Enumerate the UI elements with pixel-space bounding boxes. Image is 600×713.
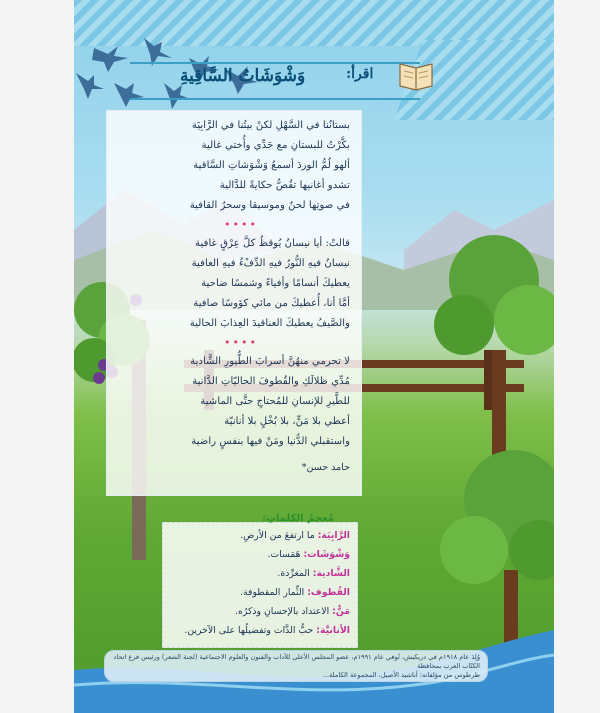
poem-line: يعطيكَ أنسامًا وأفياءً وشمسًا ضاحية [201,278,350,289]
footnote-line: وُلِدَ عام ١٩١٨م في دريكيش، تُوفي عام ١٩٩١م، عضو المجلس الأعلى للآداب والفنون والعلوم الاجتماعية (لجنة الشعر) ورئيس فرع اتحاد الكتّاب العرب بمحافظة [113,653,480,670]
vocabulary-title: مُعجمُ الكلماتِ: [262,513,334,524]
poem-line: نيسانُ فيهِ النُّورُ فيهِ الدِّفْءُ فيهِ العافية [191,258,350,269]
right-margin [554,0,600,713]
vocabulary-meaning: الثِّمار المقطوفة. [240,587,305,598]
poem-line: تشدو أغانيها تقُصُّ حكايةً للدَّالية [219,180,350,191]
vocabulary-term: القُطوف: [307,587,350,598]
poem-line: واستقبلي الدُّنيا ومَنْ فيها بنفسٍ راضية [191,436,350,447]
poem-line: أمَّا أنا، أُعطيكَ من مائي كؤوسًا صافية [193,298,350,309]
left-margin [0,0,74,713]
poem-line: والصَّيفُ يعطيكَ العناقيدَ العِذابَ الحالية [189,318,350,329]
poem-author: حامد حسن* [301,462,350,473]
vocabulary-entry [166,568,350,579]
lesson-title: وَشْوَشَاتُ السَّاقِيةِ [180,66,306,86]
vocabulary-term: الرَّابِيَة: [317,530,350,541]
poem-line: مُدِّي ظلالَكِ والقُطوفَ الحاليّاتِ الدَّانية [192,376,350,387]
stanza-separator: •••• [224,218,258,231]
vocabulary-meaning: الاعتداد بالإحسانِ وذكرُه. [235,606,330,617]
poem-stanza-3 [118,352,350,452]
poem-line: للطَّيرِ للإنسانِ للمُحتاجِ حتَّى الماشية [200,396,350,407]
vocabulary-term: مَنٌّ: [332,606,350,617]
section-label: اقرأ: [346,66,374,82]
vocabulary-term: الأنانيَّة: [316,625,350,636]
poem-line: لا تحرمي منهُنَّ أسرابَ الطُّيورِ الشَّادية [190,356,350,367]
stanza-separator: •••• [224,336,258,349]
poem-line: في صوتِها لحنٌ وموسيقا وسحرُ القافية [189,200,350,211]
vocabulary-entry [166,625,350,636]
poem-line: بكَّرْتُ للبستانِ مع جَدِّي وأُختي غالية [201,140,350,151]
poem-line: ألهو لُمُّ الوردَ أسمعُ وَشْوَشاتِ السَّاقية [193,160,350,171]
vocabulary-meaning: حبُّ الذَّات وتفضيلُها على الآخرين. [184,625,314,636]
vocabulary-meaning: المغرِّدة. [277,568,310,579]
poem-line: بستانُنا في السَّهْلِ لكنْ بيتُنا في الرَّابِيَة [191,120,350,131]
vocabulary-entry [166,530,350,541]
vocabulary-entry [166,549,350,560]
vocabulary-entry [166,606,350,617]
vocabulary-meaning: ما ارتفعَ من الأرضِ. [240,530,315,541]
vocabulary-entry [166,587,350,598]
open-book-icon [396,58,436,92]
poem-line: أعطي بلا مَنٍّ، بلا بُخْلٍ بلا أنانيّة [224,416,350,427]
vocabulary-term: وَشْوَشَات: [303,549,350,560]
poem-stanza-2 [118,234,350,334]
poem-line: قالتْ: أيا نيسانُ يُوقظُ كلَّ عِرْقٍ غافية [195,238,350,249]
vocabulary-term: الشَّادية: [312,568,350,579]
poem-stanza-1 [118,116,350,216]
author-footnote [112,653,480,680]
footnote-line: طرطوس من مؤلفاته: أناشيد الأصيل، المجموعة الكاملة... [322,671,480,679]
vocabulary-meaning: هَمَسات. [267,549,301,560]
